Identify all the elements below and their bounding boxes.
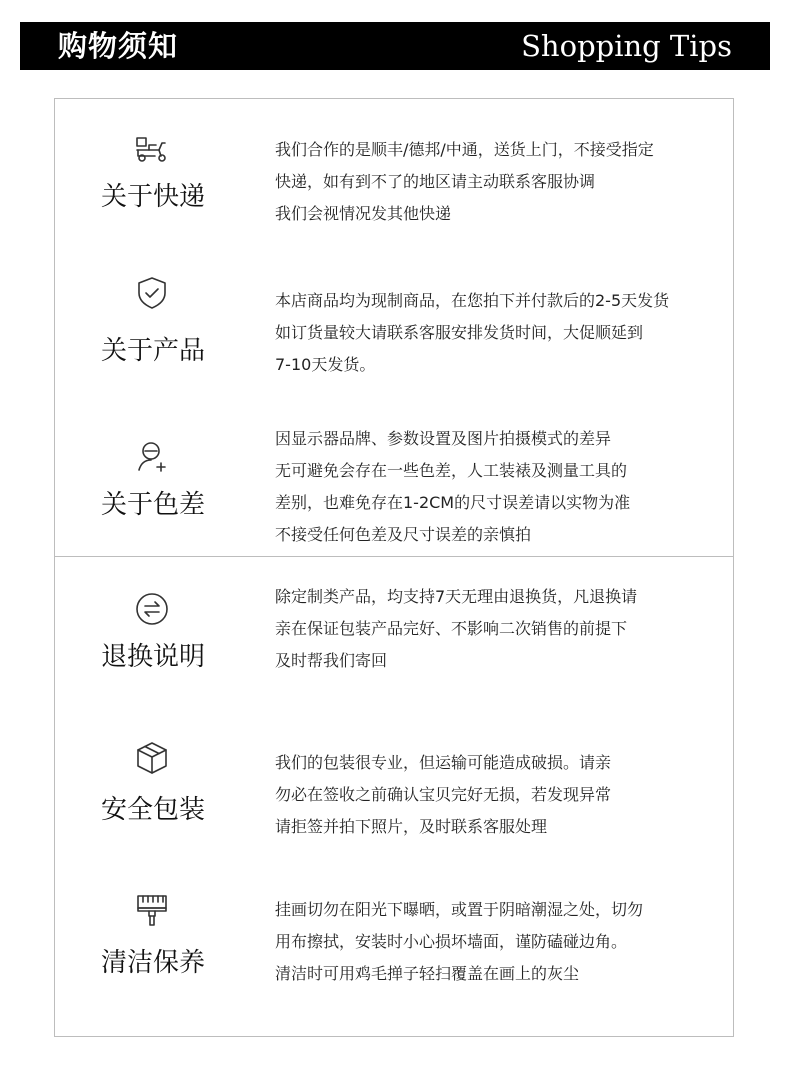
section-line: 我们的包装很专业，但运输可能造成破损。请亲 (275, 753, 612, 772)
section-line: 因显示器品牌、参数设置及图片拍摄模式的差异 (275, 429, 612, 448)
section-line: 勿必在签收之前确认宝贝完好无损，若发现异常 (275, 785, 612, 804)
section-title: 关于快递 (100, 182, 205, 212)
shopping-tips-header (20, 22, 770, 70)
section-lines (275, 134, 715, 230)
section-line: 快递，如有到不了的地区请主动联系客服协调 (275, 172, 596, 191)
section-line: 不接受任何色差及尺寸误差的亲慎拍 (275, 525, 532, 544)
section-lines (275, 894, 715, 990)
section-title: 清洁保养 (100, 948, 205, 978)
section-line: 7-10天发货。 (275, 355, 376, 374)
section-line: 我们合作的是顺丰/德邦/中通，送货上门，不接受指定 (275, 140, 654, 159)
section-line: 用布擦拭，安装时小心损坏墙面，谨防磕碰边角。 (275, 932, 628, 951)
section-line: 请拒签并拍下照片，及时联系客服处理 (275, 817, 548, 836)
exchange-arrows-icon (135, 592, 169, 626)
section-line: 除定制类产品，均支持7天无理由退换货，凡退换请 (275, 587, 638, 606)
tips-box-2 (54, 556, 734, 1037)
section-title: 退换说明 (100, 642, 205, 672)
section-line: 如订货量较大请联系客服安排发货时间，大促顺延到 (275, 323, 644, 342)
delivery-scooter-icon (135, 132, 169, 166)
section-line: 清洁时可用鸡毛掸子轻扫覆盖在画上的灰尘 (275, 964, 580, 983)
shield-check-icon (135, 276, 169, 310)
section-lines (275, 423, 715, 551)
section-title: 关于色差 (100, 490, 205, 520)
section-line: 差别，也难免存在1-2CM的尺寸误差请以实物为准 (275, 493, 631, 512)
section-line: 无可避免会存在一些色差，人工装裱及测量工具的 (275, 461, 628, 480)
section-lines (275, 285, 715, 381)
section-line: 挂画切勿在阳光下曝晒，或置于阴暗潮湿之处，切勿 (275, 900, 644, 919)
package-box-icon (135, 741, 169, 775)
section-line: 我们会视情况发其他快递 (275, 204, 452, 223)
tips-box-1 (54, 98, 734, 557)
section-lines (275, 581, 715, 677)
header-subtitle: Shopping Tips (521, 29, 732, 63)
cleaning-brush-icon (135, 894, 169, 928)
section-title: 安全包装 (100, 795, 205, 825)
section-line: 及时帮我们寄回 (275, 651, 388, 670)
section-line: 本店商品均为现制商品，在您拍下并付款后的2-5天发货 (275, 291, 670, 310)
section-lines (275, 747, 715, 843)
header-title: 购物须知 (58, 29, 179, 63)
section-title: 关于产品 (100, 336, 205, 366)
section-line: 亲在保证包装产品完好、不影响二次销售的前提下 (275, 619, 628, 638)
user-add-icon (135, 439, 169, 473)
